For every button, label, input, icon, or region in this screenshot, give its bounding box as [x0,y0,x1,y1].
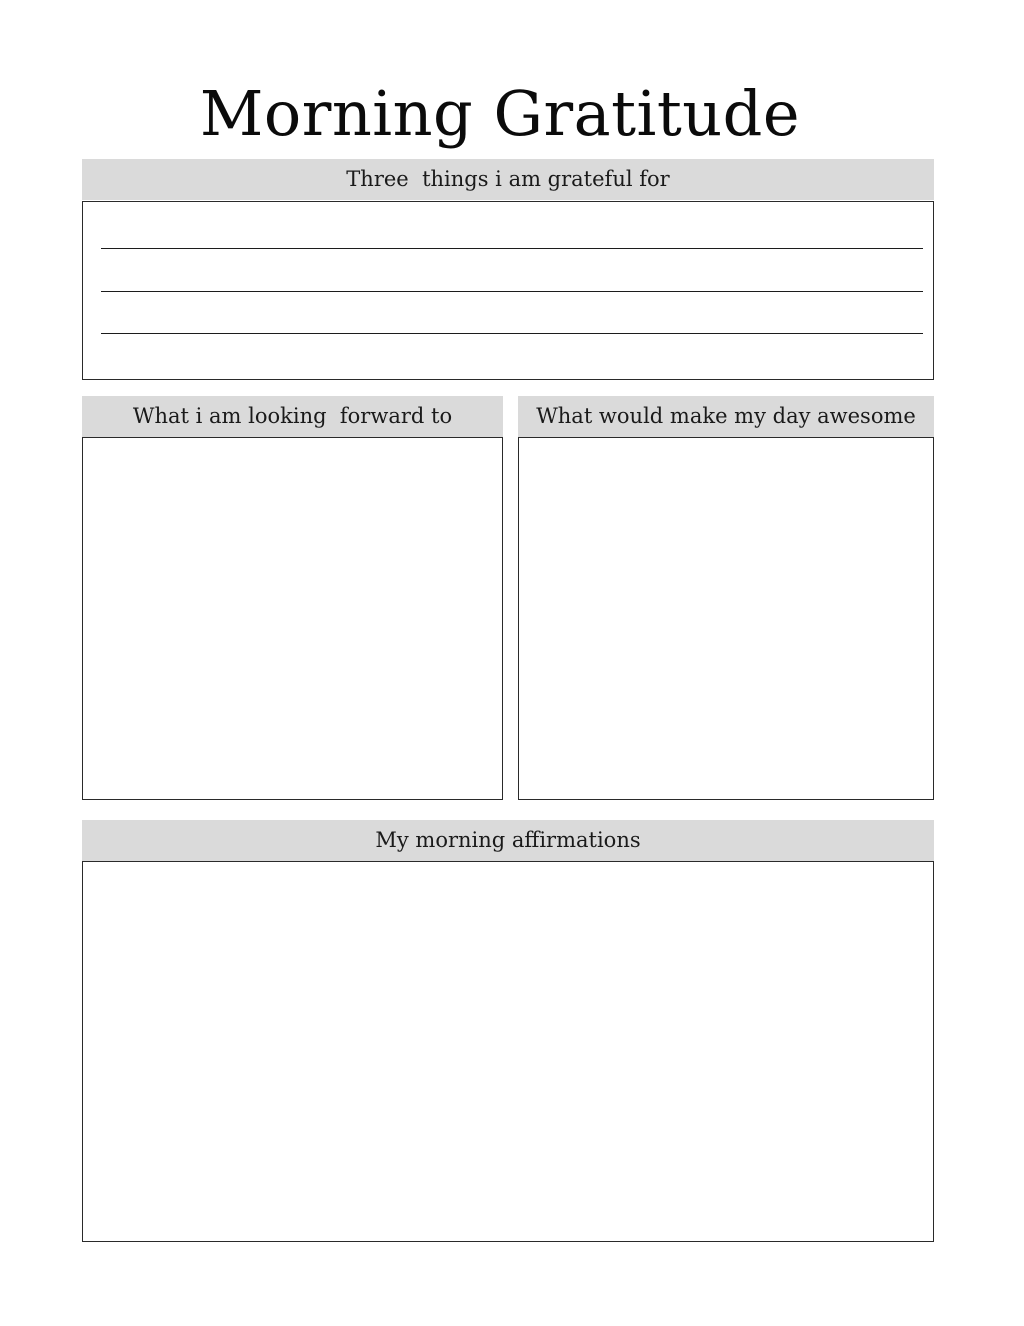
affirmations-header: My morning affirmations [82,820,934,861]
affirmations-writing-area[interactable] [82,861,934,1242]
grateful-writing-area[interactable] [82,201,934,380]
page-title: Morning Gratitude [199,77,801,150]
grateful-header: Three things i am grateful for [82,159,934,200]
looking-forward-header: What i am looking forward to [82,396,503,437]
grateful-line-2 [101,291,923,292]
grateful-line-1 [101,248,923,249]
awesome-header: What would make my day awesome [518,396,934,437]
looking-forward-writing-area[interactable] [82,437,503,800]
awesome-writing-area[interactable] [518,437,934,800]
grateful-line-3 [101,333,923,334]
